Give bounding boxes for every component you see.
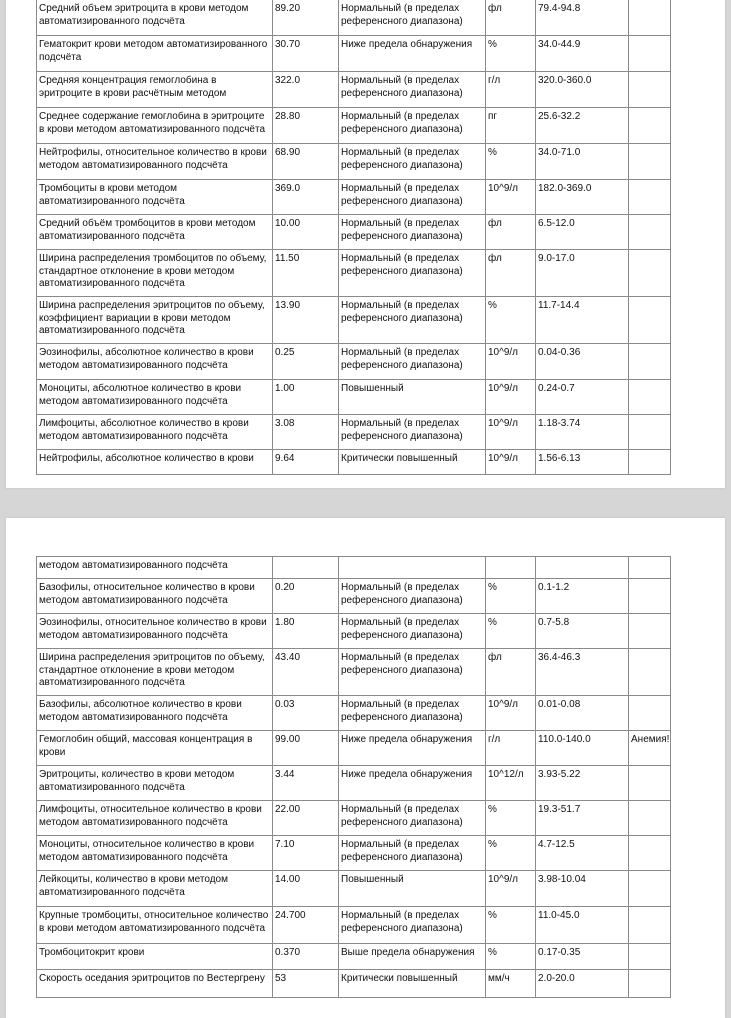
result-value-cell: 0.03: [273, 696, 339, 731]
note-cell: [629, 250, 671, 297]
table-row: [37, 801, 671, 836]
result-value-cell: 30.70: [273, 36, 339, 72]
reference-range-cell: 25.6-32.2: [536, 108, 629, 144]
result-value-cell: 1.00: [273, 380, 339, 415]
result-value-cell: 99.00: [273, 731, 339, 766]
note-cell: [629, 36, 671, 72]
document-page-2: [6, 518, 725, 1018]
result-value-cell: 24.700: [273, 907, 339, 944]
note-cell: [629, 380, 671, 415]
note-cell: [629, 766, 671, 801]
test-name-cell: Эозинофилы, абсолютное количество в крови методом автоматизированного подсчёта: [37, 344, 273, 380]
reference-range-cell: 0.7-5.8: [536, 614, 629, 649]
note-cell: [629, 649, 671, 696]
note-cell: [629, 297, 671, 344]
unit-cell: 10^12/л: [486, 766, 536, 801]
result-status-cell: Нормальный (в пределах референсного диапазона): [339, 250, 486, 297]
results-table: [36, 0, 671, 475]
unit-cell: 10^9/л: [486, 415, 536, 450]
note-cell: [629, 450, 671, 475]
test-name-cell: Моноциты, абсолютное количество в крови методом автоматизированного подсчёта: [37, 380, 273, 415]
unit-cell: %: [486, 297, 536, 344]
test-name-cell: Эозинофилы, относительное количество в крови методом автоматизированного подсчёта: [37, 614, 273, 649]
result-status-cell: Нормальный (в пределах референсного диапазона): [339, 696, 486, 731]
result-status-cell: Нормальный (в пределах референсного диапазона): [339, 344, 486, 380]
note-cell: [629, 344, 671, 380]
unit-cell: пг: [486, 108, 536, 144]
reference-range-cell: 34.0-44.9: [536, 36, 629, 72]
result-value-cell: 3.44: [273, 766, 339, 801]
unit-cell: фл: [486, 250, 536, 297]
table-row: [37, 649, 671, 696]
unit-cell: %: [486, 944, 536, 970]
reference-range-cell: 110.0-140.0: [536, 731, 629, 766]
table-row: [37, 180, 671, 215]
table-row: [37, 344, 671, 380]
test-name-cell: Гематокрит крови методом автоматизированного подсчёта: [37, 36, 273, 72]
result-status-cell: Нормальный (в пределах референсного диапазона): [339, 649, 486, 696]
test-name-cell: Моноциты, относительное количество в крови методом автоматизированного подсчёта: [37, 836, 273, 871]
table-row: [37, 250, 671, 297]
result-value-cell: 9.64: [273, 450, 339, 475]
unit-cell: г/л: [486, 72, 536, 108]
note-cell: [629, 614, 671, 649]
table-row: [37, 907, 671, 944]
result-status-cell: Нормальный (в пределах референсного диапазона): [339, 72, 486, 108]
table-row: [37, 970, 671, 998]
reference-range-cell: 6.5-12.0: [536, 215, 629, 250]
test-name-cell: Нейтрофилы, абсолютное количество в крови: [37, 450, 273, 475]
result-value-cell: 11.50: [273, 250, 339, 297]
test-name-cell: Лимфоциты, абсолютное количество в крови методом автоматизированного подсчёта: [37, 415, 273, 450]
test-name-cell: Базофилы, относительное количество в крови методом автоматизированного подсчёта: [37, 579, 273, 614]
note-cell: [629, 415, 671, 450]
note-cell: [629, 907, 671, 944]
table-row: [37, 297, 671, 344]
table-row: [37, 557, 671, 579]
unit-cell: г/л: [486, 731, 536, 766]
reference-range-cell: [536, 557, 629, 579]
test-name-cell: Тромбоцитокрит крови: [37, 944, 273, 970]
test-name-cell: методом автоматизированного подсчёта: [37, 557, 273, 579]
result-status-cell: Нормальный (в пределах референсного диапазона): [339, 801, 486, 836]
note-cell: Анемия!: [629, 731, 671, 766]
table-row: [37, 579, 671, 614]
note-cell: [629, 557, 671, 579]
reference-range-cell: 11.0-45.0: [536, 907, 629, 944]
result-status-cell: Нормальный (в пределах референсного диапазона): [339, 614, 486, 649]
reference-range-cell: 79.4-94.8: [536, 0, 629, 36]
test-name-cell: Тромбоциты в крови методом автоматизированного подсчёта: [37, 180, 273, 215]
table-row: [37, 415, 671, 450]
reference-range-cell: 1.18-3.74: [536, 415, 629, 450]
result-status-cell: Ниже предела обнаружения: [339, 731, 486, 766]
reference-range-cell: 320.0-360.0: [536, 72, 629, 108]
result-status-cell: Нормальный (в пределах референсного диапазона): [339, 907, 486, 944]
result-status-cell: Критически повышенный: [339, 970, 486, 998]
result-value-cell: [273, 557, 339, 579]
test-name-cell: Ширина распределения тромбоцитов по объему, стандартное отклонение в крови методом автоматизированного подсчёта: [37, 250, 273, 297]
result-status-cell: Нормальный (в пределах референсного диапазона): [339, 215, 486, 250]
test-name-cell: Средняя концентрация гемоглобина в эритроците в крови расчётным методом: [37, 72, 273, 108]
unit-cell: %: [486, 801, 536, 836]
result-status-cell: [339, 557, 486, 579]
note-cell: [629, 0, 671, 36]
test-name-cell: Эритроциты, количество в крови методом автоматизированного подсчёта: [37, 766, 273, 801]
unit-cell: мм/ч: [486, 970, 536, 998]
test-name-cell: Крупные тромбоциты, относительное количество в крови методом автоматизированного подсчёта: [37, 907, 273, 944]
unit-cell: %: [486, 144, 536, 180]
test-name-cell: Средний объем эритроцита в крови методом автоматизированного подсчёта: [37, 0, 273, 36]
reference-range-cell: 19.3-51.7: [536, 801, 629, 836]
unit-cell: 10^9/л: [486, 871, 536, 907]
reference-range-cell: 1.56-6.13: [536, 450, 629, 475]
reference-range-cell: 2.0-20.0: [536, 970, 629, 998]
note-cell: [629, 970, 671, 998]
unit-cell: 10^9/л: [486, 450, 536, 475]
unit-cell: %: [486, 907, 536, 944]
reference-range-cell: 34.0-71.0: [536, 144, 629, 180]
result-status-cell: Выше предела обнаружения: [339, 944, 486, 970]
reference-range-cell: 0.1-1.2: [536, 579, 629, 614]
result-value-cell: 7.10: [273, 836, 339, 871]
reference-range-cell: 11.7-14.4: [536, 297, 629, 344]
table-row: [37, 215, 671, 250]
result-status-cell: Повышенный: [339, 871, 486, 907]
table-row: [37, 766, 671, 801]
result-value-cell: 369.0: [273, 180, 339, 215]
note-cell: [629, 579, 671, 614]
result-status-cell: Критически повышенный: [339, 450, 486, 475]
result-status-cell: Ниже предела обнаружения: [339, 36, 486, 72]
result-value-cell: 3.08: [273, 415, 339, 450]
test-name-cell: Гемоглобин общий, массовая концентрация в крови: [37, 731, 273, 766]
unit-cell: %: [486, 836, 536, 871]
unit-cell: фл: [486, 215, 536, 250]
unit-cell: %: [486, 614, 536, 649]
note-cell: [629, 108, 671, 144]
note-cell: [629, 72, 671, 108]
result-status-cell: Нормальный (в пределах референсного диапазона): [339, 0, 486, 36]
result-value-cell: 0.20: [273, 579, 339, 614]
table-row: [37, 836, 671, 871]
reference-range-cell: 3.98-10.04: [536, 871, 629, 907]
reference-range-cell: 0.17-0.35: [536, 944, 629, 970]
result-value-cell: 43.40: [273, 649, 339, 696]
result-status-cell: Ниже предела обнаружения: [339, 766, 486, 801]
document-page-1: [6, 0, 725, 488]
reference-range-cell: 3.93-5.22: [536, 766, 629, 801]
reference-range-cell: 182.0-369.0: [536, 180, 629, 215]
reference-range-cell: 36.4-46.3: [536, 649, 629, 696]
result-value-cell: 68.90: [273, 144, 339, 180]
test-name-cell: Скорость оседания эритроцитов по Вестергрену: [37, 970, 273, 998]
note-cell: [629, 215, 671, 250]
result-value-cell: 13.90: [273, 297, 339, 344]
unit-cell: 10^9/л: [486, 344, 536, 380]
result-status-cell: Нормальный (в пределах референсного диапазона): [339, 836, 486, 871]
result-status-cell: Нормальный (в пределах референсного диапазона): [339, 144, 486, 180]
result-value-cell: 14.00: [273, 871, 339, 907]
table-row: [37, 944, 671, 970]
table-row: [37, 0, 671, 36]
result-value-cell: 1.80: [273, 614, 339, 649]
note-cell: [629, 944, 671, 970]
note-cell: [629, 696, 671, 731]
result-value-cell: 10.00: [273, 215, 339, 250]
result-value-cell: 322.0: [273, 72, 339, 108]
test-name-cell: Лейкоциты, количество в крови методом автоматизированного подсчёта: [37, 871, 273, 907]
test-name-cell: Нейтрофилы, относительное количество в крови методом автоматизированного подсчёта: [37, 144, 273, 180]
result-status-cell: Нормальный (в пределах референсного диапазона): [339, 579, 486, 614]
unit-cell: %: [486, 36, 536, 72]
unit-cell: 10^9/л: [486, 380, 536, 415]
note-cell: [629, 871, 671, 907]
test-name-cell: Ширина распределения эритроцитов по объему, коэффициент вариации в крови методом автоматизированного подсчёта: [37, 297, 273, 344]
result-value-cell: 0.25: [273, 344, 339, 380]
note-cell: [629, 836, 671, 871]
test-name-cell: Среднее содержание гемоглобина в эритроците в крови методом автоматизированного подсчёта: [37, 108, 273, 144]
table-row: [37, 108, 671, 144]
reference-range-cell: 4.7-12.5: [536, 836, 629, 871]
result-status-cell: Нормальный (в пределах референсного диапазона): [339, 415, 486, 450]
table-row: [37, 144, 671, 180]
results-table: [36, 556, 671, 998]
test-name-cell: Лимфоциты, относительное количество в крови методом автоматизированного подсчёта: [37, 801, 273, 836]
table-row: [37, 614, 671, 649]
table-row: [37, 871, 671, 907]
table-row: [37, 36, 671, 72]
result-value-cell: 53: [273, 970, 339, 998]
result-value-cell: 22.00: [273, 801, 339, 836]
table-row: [37, 450, 671, 475]
result-status-cell: Нормальный (в пределах референсного диапазона): [339, 297, 486, 344]
result-value-cell: 28.80: [273, 108, 339, 144]
unit-cell: %: [486, 579, 536, 614]
table-row: [37, 696, 671, 731]
unit-cell: 10^9/л: [486, 180, 536, 215]
test-name-cell: Базофилы, абсолютное количество в крови методом автоматизированного подсчёта: [37, 696, 273, 731]
note-cell: [629, 801, 671, 836]
note-cell: [629, 180, 671, 215]
table-row: [37, 380, 671, 415]
reference-range-cell: 0.04-0.36: [536, 344, 629, 380]
reference-range-cell: 9.0-17.0: [536, 250, 629, 297]
table-row: [37, 72, 671, 108]
result-value-cell: 89.20: [273, 0, 339, 36]
unit-cell: 10^9/л: [486, 696, 536, 731]
reference-range-cell: 0.24-0.7: [536, 380, 629, 415]
result-value-cell: 0.370: [273, 944, 339, 970]
unit-cell: [486, 557, 536, 579]
table-row: [37, 731, 671, 766]
unit-cell: фл: [486, 0, 536, 36]
result-status-cell: Нормальный (в пределах референсного диапазона): [339, 108, 486, 144]
reference-range-cell: 0.01-0.08: [536, 696, 629, 731]
result-status-cell: Нормальный (в пределах референсного диапазона): [339, 180, 486, 215]
test-name-cell: Ширина распределения эритроцитов по объему, стандартное отклонение в крови методом автоматизированного подсчёта: [37, 649, 273, 696]
unit-cell: фл: [486, 649, 536, 696]
result-status-cell: Повышенный: [339, 380, 486, 415]
test-name-cell: Средний объём тромбоцитов в крови методом автоматизированного подсчёта: [37, 215, 273, 250]
note-cell: [629, 144, 671, 180]
